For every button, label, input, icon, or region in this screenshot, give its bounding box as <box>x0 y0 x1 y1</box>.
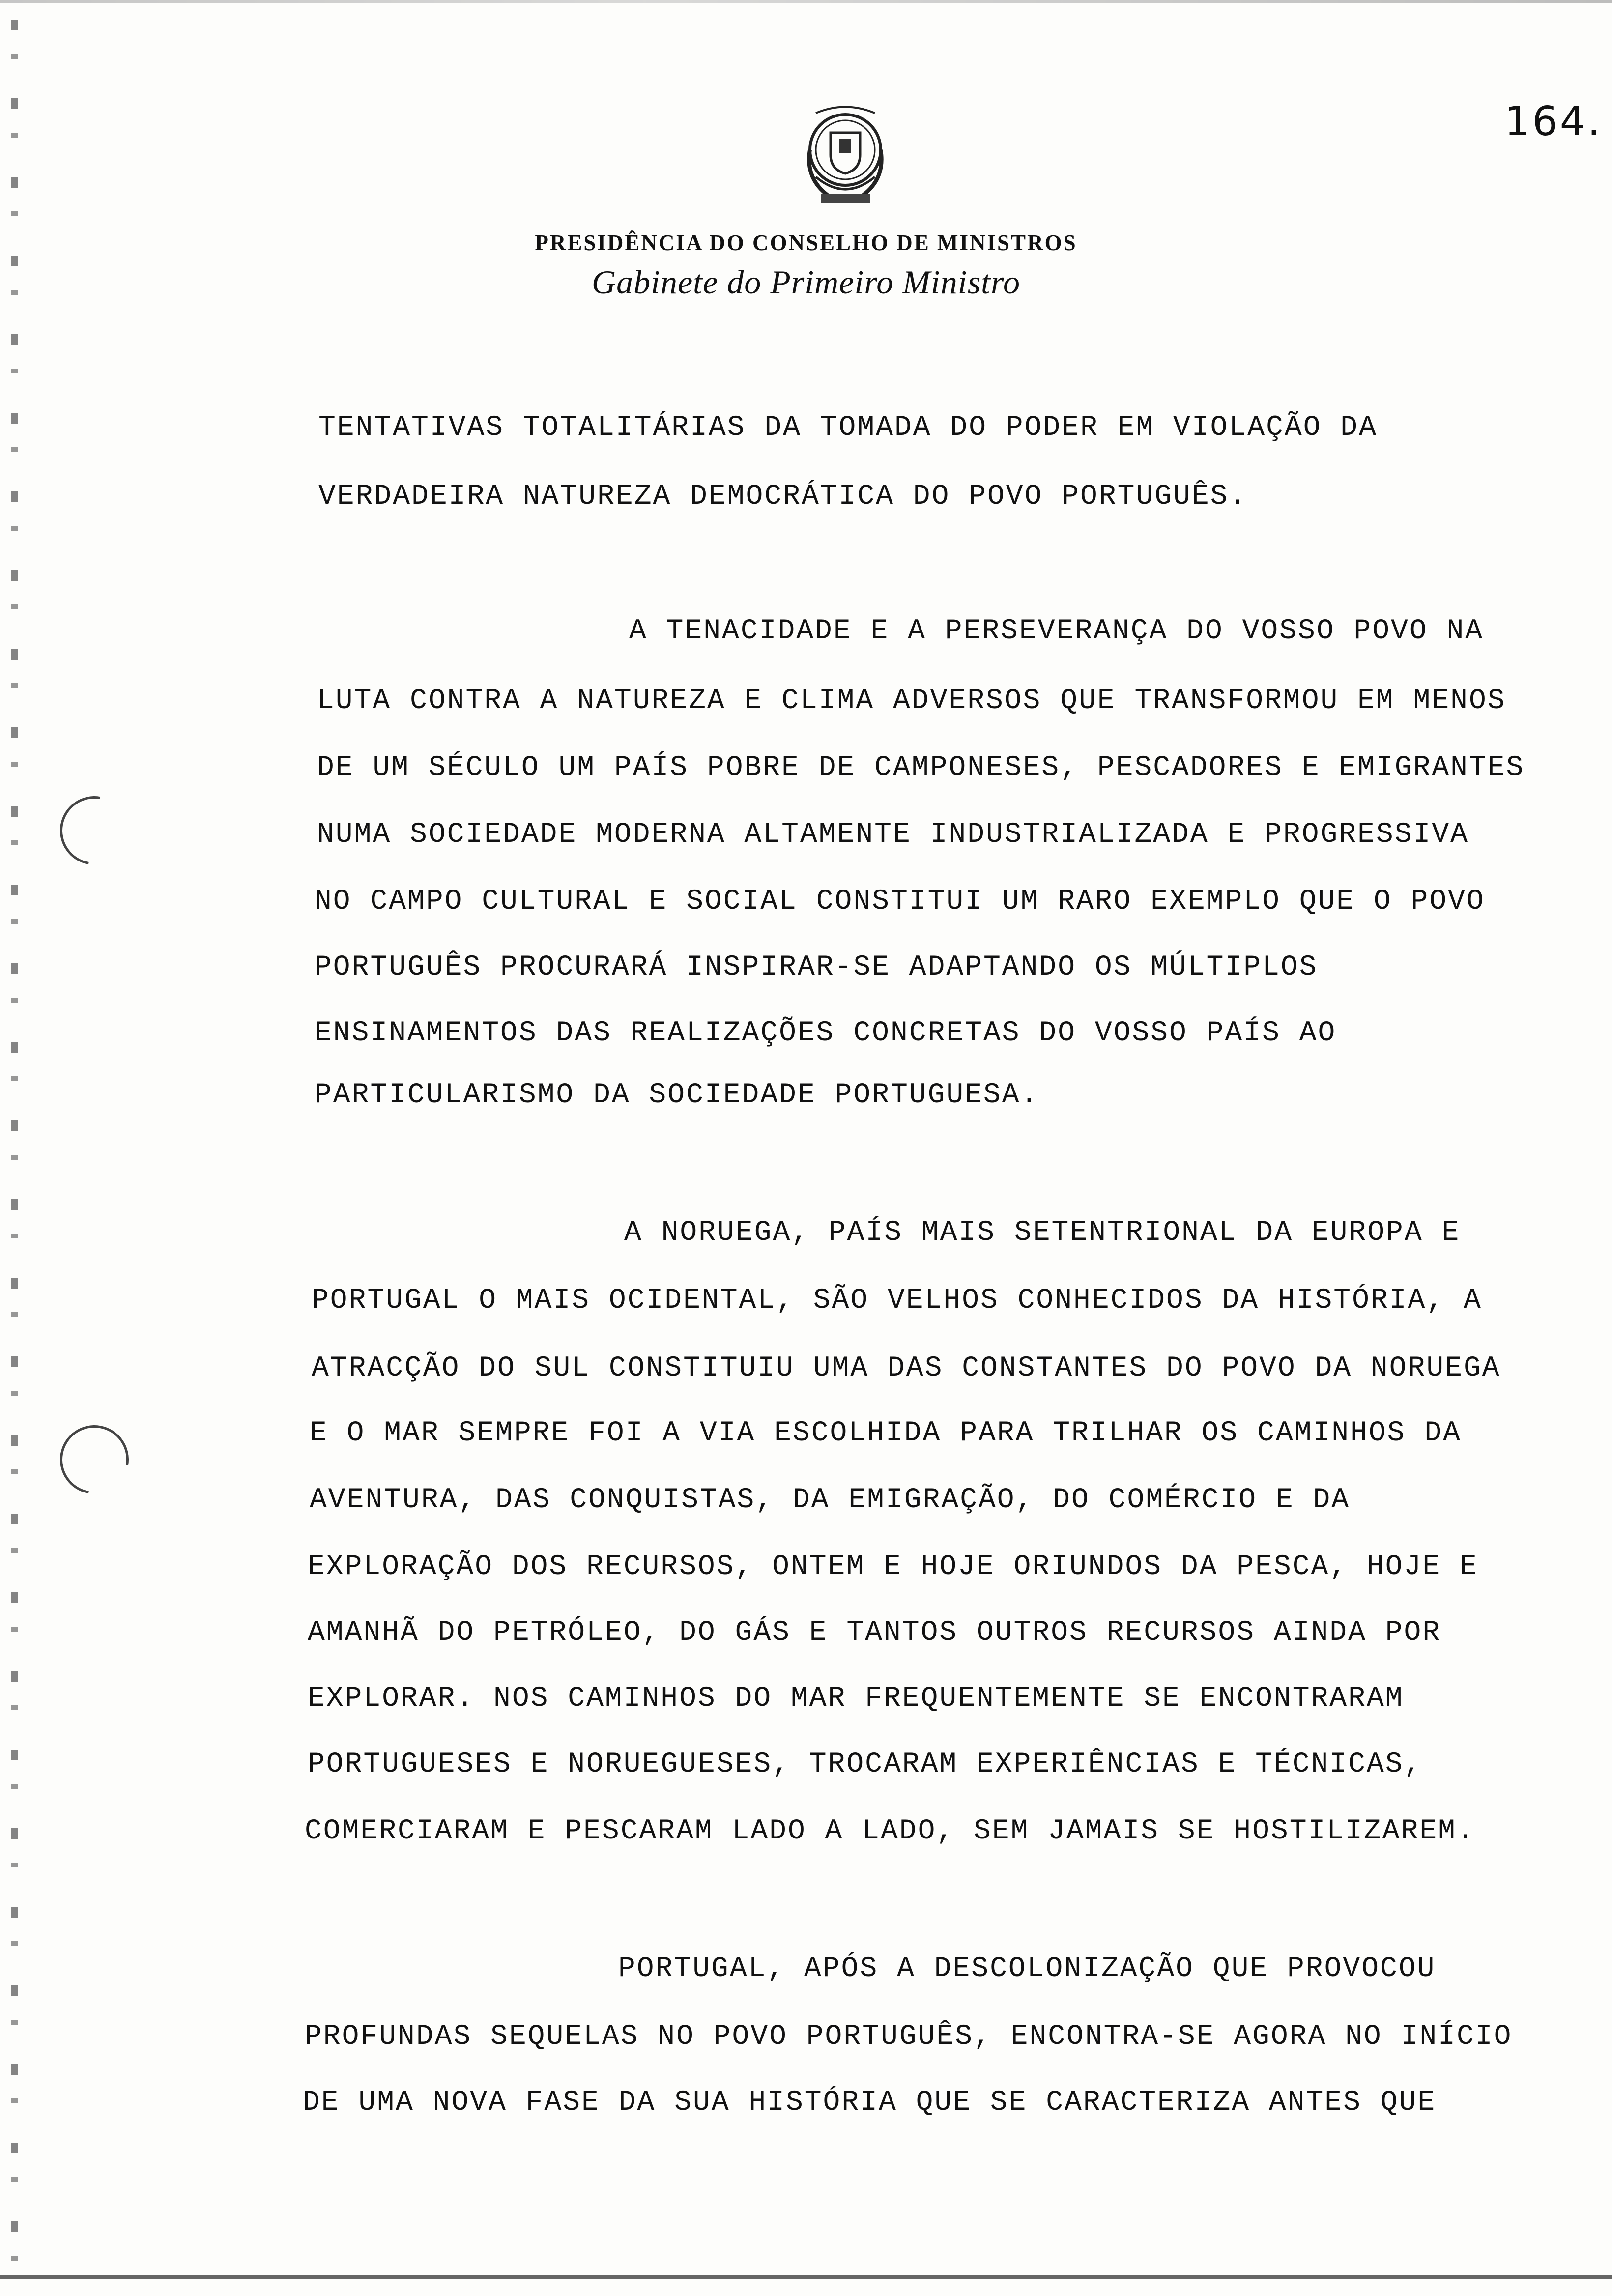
text-line: EXPLORAÇÃO DOS RECURSOS, ONTEM E HOJE ORIUNDOS DA PESCA, HOJE E <box>308 1551 1478 1583</box>
text-line: DE UM SÉCULO UM PAÍS POBRE DE CAMPONESES, PESCADORES E EMIGRANTES <box>317 752 1525 784</box>
punch-hole-mark <box>47 783 143 879</box>
text-line: AMANHÃ DO PETRÓLEO, DO GÁS E TANTOS OUTROS RECURSOS AINDA POR <box>308 1617 1441 1649</box>
text-line: ENSINAMENTOS DAS REALIZAÇÕES CONCRETAS DO VOSSO PAÍS AO <box>315 1017 1337 1049</box>
text-line: NO CAMPO CULTURAL E SOCIAL CONSTITUI UM RARO EXEMPLO QUE O POVO <box>315 886 1485 918</box>
scan-left-edge <box>11 20 18 2280</box>
text-line: E O MAR SEMPRE FOI A VIA ESCOLHIDA PARA TRILHAR OS CAMINHOS DA <box>310 1417 1462 1449</box>
text-line: PORTUGUESES E NORUEGUESES, TROCARAM EXPERIÊNCIAS E TÉCNICAS, <box>308 1749 1423 1780</box>
text-line: VERDADEIRA NATUREZA DEMOCRÁTICA DO POVO PORTUGUÊS. <box>318 481 1248 513</box>
office-subtitle: Gabinete do Primeiro Ministro <box>592 263 1020 301</box>
text-line: NUMA SOCIEDADE MODERNA ALTAMENTE INDUSTRIALIZADA E PROGRESSIVA <box>317 819 1469 851</box>
text-line: A TENACIDADE E A PERSEVERANÇA DO VOSSO POVO NA <box>629 615 1484 647</box>
text-line: PARTICULARISMO DA SOCIEDADE PORTUGUESA. <box>315 1079 1039 1111</box>
text-line: AVENTURA, DAS CONQUISTAS, DA EMIGRAÇÃO, DO COMÉRCIO E DA <box>310 1484 1351 1516</box>
text-line: TENTATIVAS TOTALITÁRIAS DA TOMADA DO PODER EM VIOLAÇÃO DA <box>318 412 1378 444</box>
punch-hole-mark <box>47 1412 143 1508</box>
text-line: EXPLORAR. NOS CAMINHOS DO MAR FREQUENTEMENTE SE ENCONTRARAM <box>308 1683 1404 1715</box>
text-line: LUTA CONTRA A NATUREZA E CLIMA ADVERSOS QUE TRANSFORMOU EM MENOS <box>317 685 1506 717</box>
text-line: PORTUGAL O MAIS OCIDENTAL, SÃO VELHOS CONHECIDOS DA HISTÓRIA, A <box>312 1285 1482 1317</box>
text-line: DE UMA NOVA FASE DA SUA HISTÓRIA QUE SE CARACTERIZA ANTES QUE <box>303 2087 1437 2119</box>
text-line: PROFUNDAS SEQUELAS NO POVO PORTUGUÊS, ENCONTRA-SE AGORA NO INÍCIO <box>305 2021 1513 2053</box>
text-line: PORTUGUÊS PROCURARÁ INSPIRAR-SE ADAPTANDO OS MÚLTIPLOS <box>315 951 1318 983</box>
scan-bottom-edge <box>0 2275 1612 2279</box>
text-line: ATRACÇÃO DO SUL CONSTITUIU UMA DAS CONSTANTES DO POVO DA NORUEGA <box>312 1352 1501 1384</box>
scan-top-edge <box>0 0 1612 3</box>
coat-of-arms-emblem-icon <box>786 103 904 216</box>
text-line: A NORUEGA, PAÍS MAIS SETENTRIONAL DA EUROPA E <box>624 1217 1461 1249</box>
text-line: COMERCIARAM E PESCARAM LADO A LADO, SEM JAMAIS SE HOSTILIZAREM. <box>305 1815 1475 1847</box>
institution-title: PRESIDÊNCIA DO CONSELHO DE MINISTROS <box>535 230 1077 255</box>
page-number: 164. <box>1504 98 1602 145</box>
text-line: PORTUGAL, APÓS A DESCOLONIZAÇÃO QUE PROVOCOU <box>618 1953 1436 1985</box>
